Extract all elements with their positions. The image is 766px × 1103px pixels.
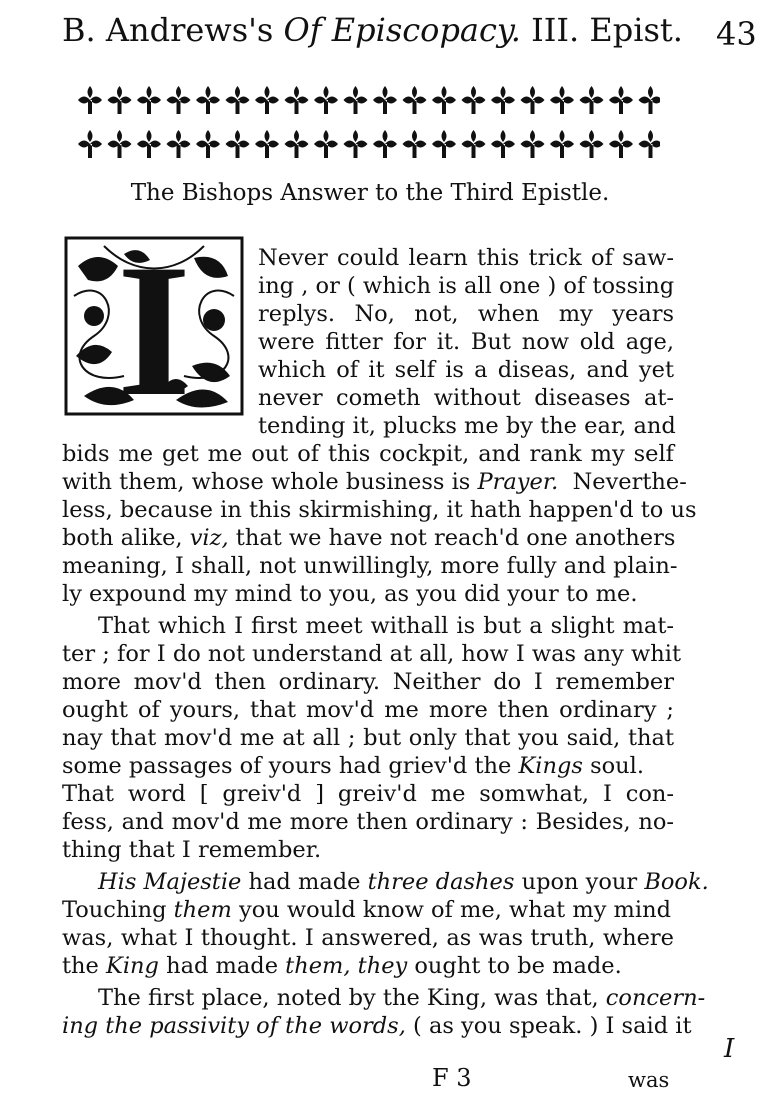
fleuron-icon xyxy=(167,130,191,158)
text-line: bids me get me out of this cockpit, and rank my self xyxy=(62,441,674,467)
fleuron-icon xyxy=(462,130,486,158)
fleuron-icon xyxy=(491,86,515,114)
dropcap-letter: I xyxy=(117,236,191,416)
fleuron-icon xyxy=(108,86,132,114)
signature-mark: F 3 xyxy=(432,1064,472,1092)
text-line: thing that I remember. xyxy=(62,837,322,863)
text-line: ing , or ( which is all one ) of tossing xyxy=(258,273,675,299)
section-heading: The Bishops Answer to the Third Epistle. xyxy=(130,180,610,206)
fleuron-icon xyxy=(403,130,427,158)
fleuron-icon xyxy=(639,86,661,114)
text-line: Touching them you would know of me, what my mind xyxy=(62,897,671,923)
text-line: That which I first meet withall is but a slight mat- xyxy=(98,613,674,639)
fleuron-icon xyxy=(432,130,456,158)
fleuron-icon xyxy=(462,86,486,114)
text-line: with them, whose whole business is Prayer. Neverthe- xyxy=(62,469,687,495)
running-head xyxy=(62,10,683,50)
fleuron-icon xyxy=(373,86,397,114)
fleuron-icon xyxy=(344,86,368,114)
fleuron-icon xyxy=(314,130,338,158)
page-number: 43 xyxy=(716,15,757,53)
catchword: was xyxy=(628,1068,670,1092)
fleuron-icon xyxy=(78,130,102,158)
fleuron-icon xyxy=(137,130,161,158)
text-line: were fitter for it. But now old age, xyxy=(258,329,674,355)
text-line: The first place, noted by the King, was that, concern- xyxy=(98,985,706,1011)
fleuron-icon xyxy=(226,86,250,114)
fleuron-icon xyxy=(609,86,633,114)
fleuron-icon xyxy=(432,86,456,114)
fleuron-icon xyxy=(196,86,220,114)
text-line: ought of yours, that mov'd me more then ordinary ; xyxy=(62,697,674,723)
text-line: was, what I thought. I answered, as was truth, where xyxy=(62,925,674,951)
fleuron-icon xyxy=(550,86,574,114)
text-line: which of it self is a diseas, and yet xyxy=(258,357,674,383)
text-line: Never could learn this trick of saw- xyxy=(258,245,674,271)
fleuron-icon xyxy=(373,130,397,158)
fleuron-icon xyxy=(580,130,604,158)
text-line: never cometh without diseases at- xyxy=(258,385,674,411)
fleuron-icon xyxy=(196,130,220,158)
fleuron-icon xyxy=(167,86,191,114)
decorated-initial-icon xyxy=(64,236,244,416)
running-head-author: B. Andrews's xyxy=(62,11,274,49)
fleuron-icon xyxy=(285,86,309,114)
margin-note: I xyxy=(724,1034,735,1064)
text-line: replys. No, not, when my years xyxy=(258,301,674,327)
text-line: tending it, plucks me by the ear, and xyxy=(258,413,676,439)
text-line: less, because in this skirmishing, it hath happen'd to us xyxy=(62,497,697,523)
fleuron-icon xyxy=(314,86,338,114)
text-line: some passages of yours had griev'd the Kings soul. xyxy=(62,753,644,779)
fleuron-icon xyxy=(137,86,161,114)
fleuron-icon xyxy=(255,130,279,158)
text-line: fess, and mov'd me more then ordinary : Besides, no- xyxy=(62,809,674,835)
fleuron-icon xyxy=(344,130,368,158)
text-line: both alike, viz, that we have not reach'd one anothers xyxy=(62,525,676,551)
fleuron-icon xyxy=(403,86,427,114)
text-line: meaning, I shall, not unwillingly, more fully and plain- xyxy=(62,553,678,579)
ornament-band xyxy=(76,78,660,170)
text-line: ly expound my mind to you, as you did your to me. xyxy=(62,581,638,607)
text-line: ter ; for I do not understand at all, how I was any whit xyxy=(62,641,681,667)
fleuron-icon xyxy=(108,130,132,158)
text-line: nay that mov'd me at all ; but only that you said, that xyxy=(62,725,674,751)
running-head-epistle: III. Epist. xyxy=(531,11,683,49)
fleuron-icon xyxy=(226,130,250,158)
fleuron-icon xyxy=(550,130,574,158)
fleuron-icon xyxy=(609,130,633,158)
fleuron-icon xyxy=(639,130,661,158)
text-line: more mov'd then ordinary. Neither do I remember xyxy=(62,669,674,695)
text-line: the King had made them, they ought to be made. xyxy=(62,953,622,979)
fleuron-icon xyxy=(521,130,545,158)
fleuron-icon xyxy=(285,130,309,158)
text-line: That word [ greiv'd ] greiv'd me somwhat, I con- xyxy=(62,781,674,807)
text-line: ing the passivity of the words, ( as you speak. ) I said it xyxy=(62,1013,692,1039)
fleuron-icon xyxy=(521,86,545,114)
fleuron-icon xyxy=(491,130,515,158)
fleuron-icon xyxy=(78,86,102,114)
fleuron-icon xyxy=(255,86,279,114)
text-line: His Majestie had made three dashes upon your Book. xyxy=(98,869,709,895)
running-head-title: Of Episcopacy. xyxy=(283,11,521,49)
fleuron-icon xyxy=(580,86,604,114)
